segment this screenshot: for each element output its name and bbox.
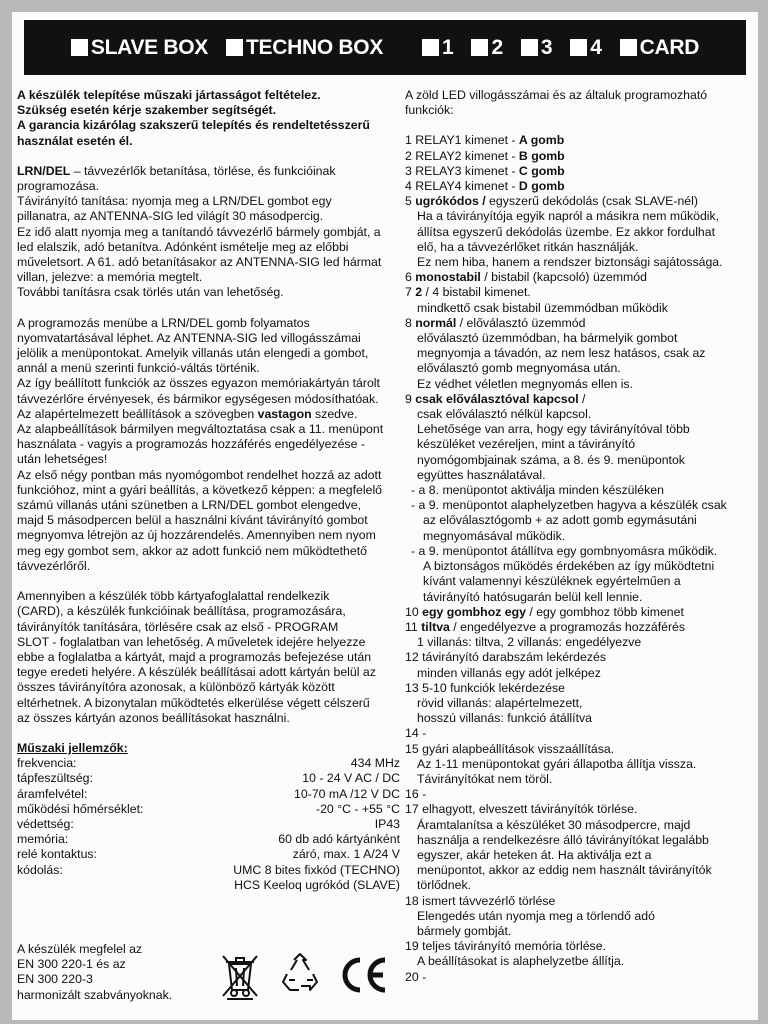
spec-row: védettség: IP43 bbox=[17, 816, 400, 831]
header-item-2: 2 bbox=[471, 36, 502, 60]
right-column: A zöld LED villogásszámai és az általuk programozható funkciók: 1 RELAY1 kimenet - A gomb 2 RELAY2 kimenet - B gomb 3 RELAY3 kimenet - C gomb 4 RELAY4 kimenet - D gomb 5 ugrókódos / egyszerű dekódolás (csak SLAVE-nél) Ha a távirányítója egyik napról a másikra nem működik, állítsa egyszerű dekódolás üzembe. Ez akkor fordulhat elő, ha a távvezérlőket ritkán használják. Ez nem hiba, hanem a rendszer biztonsági sajátossága. 6 monostabil / bistabil (kapcsoló) üzemmód 7 2 / 4 bistabil kimenet. mindkettő csak bistabil üzemmódban működik 8 normál / előválasztó üzemmód előválasztó üzemmódban, ha bármelyik gombot megnyomja a távadón, az nem lesz hatásos, csak az előválasztó gomb megnyomása után. Ez védhet véletlen megnyomás ellen is. 9 csak előválasztóval kapcsol / csak előválasztó nélkül kapcsol. Lehetősége van arra, hogy egy távirányítóval több készüléket vezéreljen, mint a távirányító nyomógombjainak száma, a 8. és 9. menüpontok együttes használatával. - a 8. menüpontot aktiválja minden készüléken - a 9. menüpontot alaphelyzetben hagyva a készülék csak az előválasztógomb + az adott gomb egymásutáni megnyomásával működik. - a 9. menüpontot átállítva egy gombnyomásra működik. A biztonságos működés érdekében az így működtetni kívánt valamennyi készüléknek egyértelműen a távirányító hatósugarán belül kell lennie. 10 egy gombhoz egy / egy gombhoz több kimenet 11 tiltva / engedélyezve a programozás hozzáférés 1 villanás: tiltva, 2 villanás: engedélyezve 12 távirányító darabszám lekérdezés minden villanás egy adót jelképez 13 5-10 funkciók lekérdezése rövid villanás: alapértelmezett, hosszú villanás: funkció átállítva 14 - 15 gyári alapbeállítások visszaállítása. Az 1-11 menüpontokat gyári állapotba állítja vissza. Távirányítókat nem töröl. 16 - 17 elhagyott, elveszett távirányítók törlése. Áramtalanítsa a készüléket 30 másodpercre, majd használja a rendelkezésre álló távirányítókat legalább egyszer, akár heteken át. Ha aktiválja ezt a menüpontot, akkor az eddig nem használt távirányítók törlődnek. 18 ismert távvezérlő törlése Elengedés után nyomja meg a törlendő adó bármely gombját. 19 teljes távirányító memória törlése. A beállításokat is alaphelyzetbe állítja. 20 - bbox=[405, 88, 755, 985]
spec-row: frekvencia: 434 MHz bbox=[17, 756, 400, 771]
menu-item-16: 16 - bbox=[405, 787, 427, 802]
menu-item-14: 14 - bbox=[405, 726, 427, 741]
spec-row: kódolás: UMC 8 bites fixkód (TECHNO) bbox=[17, 862, 400, 877]
specs-section bbox=[17, 741, 400, 893]
spec-row: tápfeszültség: 10 - 24 V AC / DC bbox=[17, 771, 400, 786]
checkbox-icon bbox=[570, 39, 587, 56]
menu-item-18: 18 ismert távvezérlő törlése bbox=[405, 893, 556, 908]
compliance-text: A készülék megfelel az EN 300 220-1 és az EN 300 220-3 harmonizált szabványoknak. bbox=[17, 942, 173, 1002]
menu-item-3: 3 RELAY3 kimenet - C gomb bbox=[405, 163, 565, 178]
checkbox-icon bbox=[471, 39, 488, 56]
install-warning: A készülék telepítése műszaki jártasságot feltételez. Szükség esetén kérje szakember segítségét. A garancia kizárólag szakszerű telepítés és rendeltetésszerű használat esetén él. bbox=[17, 88, 370, 148]
checkbox-icon bbox=[620, 39, 637, 56]
left-column bbox=[17, 88, 400, 893]
ce-mark-icon bbox=[337, 950, 389, 1000]
header-item-3: 3 bbox=[521, 36, 552, 60]
recycle-icon bbox=[277, 950, 323, 1000]
header-item-techno-box: TECHNO BOX bbox=[226, 36, 383, 60]
spec-row: HCS Keeloq ugrókód (SLAVE) bbox=[234, 877, 400, 892]
menu-item-2: 2 RELAY2 kimenet - B gomb bbox=[405, 148, 565, 163]
menu-item-10: 10 egy gombhoz egy / egy gombhoz több kimenet bbox=[405, 604, 684, 619]
list-item: - a 8. menüpontot aktiválja minden készüléken bbox=[411, 483, 664, 498]
certification-icons bbox=[217, 950, 389, 1000]
list-item: - a 9. menüpontot átállítva egy gombnyomásra működik. bbox=[411, 543, 718, 558]
menu-item-1: 1 RELAY1 kimenet - A gomb bbox=[405, 133, 565, 148]
header-item-4: 4 bbox=[570, 36, 601, 60]
menu-item-19: 19 teljes távirányító memória törlése. bbox=[405, 939, 606, 954]
weee-bin-icon bbox=[217, 950, 263, 1000]
product-header bbox=[24, 20, 746, 75]
menu-item-4: 4 RELAY4 kimenet - D gomb bbox=[405, 179, 565, 194]
spec-row: működési hőmérséklet: -20 °C - +55 °C bbox=[17, 801, 400, 816]
specs-title: Műszaki jellemzők: bbox=[17, 740, 128, 755]
menu-item-11: 11 tiltva / engedélyezve a programozás hozzáférés bbox=[405, 619, 686, 634]
lrn-section: LRN/DEL – távvezérlők betanítása, törlése, és funkcióinak programozása. Távirányító tanítása: nyomja meg a LRN/DEL gombot egy pillanatra, az ANTENNA-SIG led világít 30 másodpercig. Ez idő alatt nyomja meg a tanítandó távvezérlő bármely gombját, a led elalszik, adó betanítva. Adónként ismételje meg az előbbi műveletsort. A 61. adó betanításakor az ANTENNA-SIG led hármat villan, jelezve: a memória megtelt. További tanításra csak törlés után van lehetőség. bbox=[17, 163, 382, 300]
spec-row: memória: 60 db adó kártyánként bbox=[17, 832, 400, 847]
menu-item-20: 20 - bbox=[405, 969, 427, 984]
checkbox-icon bbox=[226, 39, 243, 56]
programming-section: A programozás menübe a LRN/DEL gomb folyamatos nyomvatartásával léphet. Az ANTENNA-SIG led villogásszámai jelölik a menüpontokat. Amelyik villanás után elengedi a gombot, annál a menü szerinti funkció-váltás történik. Az így beállított funkciók az összes egyazon memóriakártyán tárolt távvezérlőre érvényesek, és bármikor egységesen módosíthatóak. Az alapértelmezett beállítások a szövegben vastagon szedve. Az alapbeállítások bármilyen megváltoztatása csak a 11. menüpont használata - vagyis a programozás hozzáférés engedélyezése - után lehetséges! Az első négy pontban más nyomógombot rendelhet hozzá az adott funkcióhoz, mint a gyári beállítás, a következő képpen: a megfelelő számú villanás utáni szünetben a LRN/DEL gombot elengedve, majd 5 másodpercen belül a használni kívánt távirányító gombot megnyomva létrejön az új hozzárendelés. Amennyiben nem nyom meg egy gombot sem, akkor az adott funkció nem működtethető távvezérlőről. bbox=[17, 315, 384, 573]
compliance-footer bbox=[17, 942, 400, 1012]
menu-item-15: 15 gyári alapbeállítások visszaállítása. bbox=[405, 741, 615, 756]
menu-item-8: 8 normál / előválasztó üzemmód bbox=[405, 315, 586, 330]
menu-item-9: 9 csak előválasztóval kapcsol / bbox=[405, 391, 586, 406]
checkbox-icon bbox=[521, 39, 538, 56]
menu-item-7: 7 2 / 4 bistabil kimenet. bbox=[405, 285, 531, 300]
menu-item-5: 5 ugrókódos / egyszerű dekódolás (csak SLAVE-nél) bbox=[405, 194, 698, 209]
header-item-card: CARD bbox=[620, 36, 699, 60]
menu-list: 1 RELAY1 kimenet - A gomb 2 RELAY2 kimenet - B gomb 3 RELAY3 kimenet - C gomb 4 RELAY4 kimenet - D gomb 5 ugrókódos / egyszerű dekódolás (csak SLAVE-nél) Ha a távirányítója egyik napról a másikra nem működik, állítsa egyszerű dekódolás üzembe. Ez akkor fordulhat elő, ha a távvezérlőket ritkán használják. Ez nem hiba, hanem a rendszer biztonsági sajátossága. 6 monostabil / bistabil (kapcsoló) üzemmód 7 2 / 4 bistabil kimenet. mindkettő csak bistabil üzemmódban működik 8 normál / előválasztó üzemmód előválasztó üzemmódban, ha bármelyik gombot megnyomja a távadón, az nem lesz hatásos, csak az előválasztó gomb megnyomása után. Ez védhet véletlen megnyomás ellen is. 9 csak előválasztóval kapcsol / csak előválasztó nélkül kapcsol. Lehetősége van arra, hogy egy távirányítóval több készüléket vezéreljen, mint a távirányító nyomógombjainak száma, a 8. és 9. menüpontok együttes használatával. - a 8. menüpontot aktiválja minden készüléken - a 9. menüpontot alaphelyzetben hagyva a készülék csak az előválasztógomb + az adott gomb egymásutáni megnyomásával működik. - a 9. menüpontot átállítva egy gombnyomásra működik. A biztonságos működés érdekében az így működtetni kívánt valamennyi készüléknek egyértelműen a távirányító hatósugarán belül kell lennie. 10 egy gombhoz egy / egy gombhoz több kimenet 11 tiltva / engedélyezve a programozás hozzáférés 1 villanás: tiltva, 2 villanás: engedélyezve 12 távirányító darabszám lekérdezés minden villanás egy adót jelképez 13 5-10 funkciók lekérdezése rövid villanás: alapértelmezett, hosszú villanás: funkció átállítva 14 - 15 gyári alapbeállítások visszaállítása. Az 1-11 menüpontokat gyári állapotba állítja vissza. Távirányítókat nem töröl. 16 - 17 elhagyott, elveszett távirányítók törlése. Áramtalanítsa a készüléket 30 másodpercre, majd használja a rendelkezésre álló távirányítókat legalább egyszer, akár heteken át. Ha aktiválja ezt a menüpontot, akkor az eddig nem használt távirányítók törlődnek. 18 ismert távvezérlő törlése Elengedés után nyomja meg a törlendő adó bármely gombját. 19 teljes távirányító memória törlése. A beállításokat is alaphelyzetbe állítja. 20 - bbox=[405, 133, 755, 984]
menu-item-13: 13 5-10 funkciók lekérdezése bbox=[405, 680, 565, 695]
spec-row: áramfelvétel: 10-70 mA /12 V DC bbox=[17, 786, 400, 801]
spec-row: relé kontaktus: záró, max. 1 A/24 V bbox=[17, 847, 400, 862]
menu-item-6: 6 monostabil / bistabil (kapcsoló) üzemmód bbox=[405, 270, 647, 285]
checkbox-icon bbox=[422, 39, 439, 56]
menu-item-17: 17 elhagyott, elveszett távirányítók törlése. bbox=[405, 802, 638, 817]
header-item-slave-box: SLAVE BOX bbox=[71, 36, 208, 60]
checkbox-icon bbox=[71, 39, 88, 56]
menu-item-12: 12 távirányító darabszám lekérdezés bbox=[405, 650, 606, 665]
list-item: - a 9. menüpontot alaphelyzetben hagyva a készülék csak bbox=[411, 498, 727, 513]
manual-page bbox=[12, 12, 758, 1020]
header-item-1: 1 bbox=[422, 36, 453, 60]
card-section: Amennyiben a készülék több kártyafoglalattal rendelkezik (CARD), a készülék funkcióinak beállítása, programozására, távirányítók tanítására, törlésére csak az első - PROGRAM SLOT - foglalatban van lehetőség. A műveletek idejére helyezze ebbe a foglalatba a kártyát, majd a programozás befejezése után tegye eredeti helyére. A készülék beállításai adott kártyán belül az összes távirányítóra azonosak, a különböző kártyák között eltérhetnek. A bizonytalan működtetés elkerülése végett célszerű az összes kártyán azonos beállításokat használni. bbox=[17, 589, 376, 725]
